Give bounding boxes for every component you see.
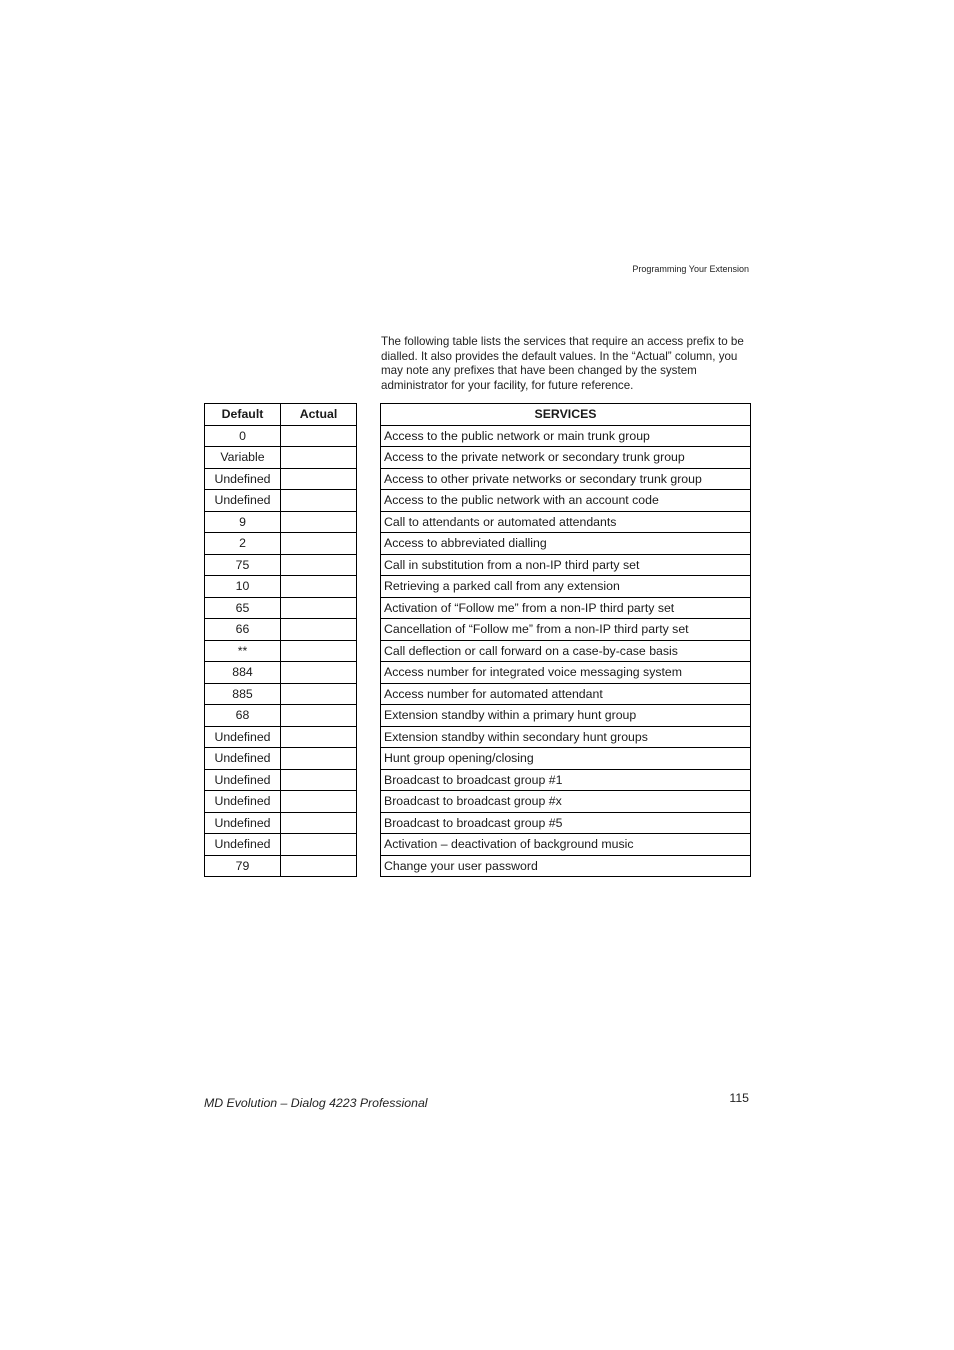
table-row <box>205 597 357 619</box>
table-row <box>381 662 751 684</box>
actual-value-cell <box>281 490 357 512</box>
services-table-header-row <box>381 404 751 426</box>
default-value-cell: 884 <box>205 662 281 684</box>
actual-value-cell <box>281 554 357 576</box>
default-value-cell: 66 <box>205 619 281 641</box>
table-row <box>381 554 751 576</box>
table-row <box>205 425 357 447</box>
services-table <box>380 403 751 877</box>
default-column-header: Default <box>205 404 281 426</box>
table-row <box>205 468 357 490</box>
actual-value-cell <box>281 683 357 705</box>
default-value-cell: Undefined <box>205 812 281 834</box>
actual-value-cell <box>281 511 357 533</box>
table-row <box>205 533 357 555</box>
service-description-cell: Hunt group opening/closing <box>381 748 751 770</box>
table-row <box>205 769 357 791</box>
service-description-cell: Extension standby within secondary hunt groups <box>381 726 751 748</box>
actual-value-cell <box>281 533 357 555</box>
table-row <box>381 812 751 834</box>
table-row <box>205 447 357 469</box>
table-row <box>205 662 357 684</box>
table-row <box>381 447 751 469</box>
actual-value-cell <box>281 640 357 662</box>
table-row <box>381 468 751 490</box>
service-description-cell: Activation of “Follow me” from a non-IP third party set <box>381 597 751 619</box>
service-description-cell: Call in substitution from a non-IP third party set <box>381 554 751 576</box>
table-row <box>205 855 357 877</box>
table-row <box>205 726 357 748</box>
service-description-cell: Access to the private network or secondary trunk group <box>381 447 751 469</box>
table-row <box>381 791 751 813</box>
actual-value-cell <box>281 726 357 748</box>
table-row <box>205 554 357 576</box>
default-value-cell: 2 <box>205 533 281 555</box>
actual-value-cell <box>281 834 357 856</box>
service-description-cell: Retrieving a parked call from any extension <box>381 576 751 598</box>
table-row <box>381 705 751 727</box>
default-value-cell: Undefined <box>205 726 281 748</box>
service-description-cell: Cancellation of “Follow me” from a non-IP third party set <box>381 619 751 641</box>
footer-document-title: MD Evolution – Dialog 4223 Professional <box>204 1096 428 1110</box>
table-row <box>205 511 357 533</box>
prefix-table <box>204 403 357 877</box>
table-row <box>381 855 751 877</box>
table-row <box>381 640 751 662</box>
actual-value-cell <box>281 812 357 834</box>
service-description-cell: Extension standby within a primary hunt group <box>381 705 751 727</box>
service-description-cell: Access number for automated attendant <box>381 683 751 705</box>
intro-paragraph: The following table lists the services that require an access prefix to be dialled. It also provides the default values. In the “Actual” column, you may note any prefixes that have been changed by the system administrator for your facility, for future reference. <box>381 335 744 392</box>
table-row <box>205 576 357 598</box>
actual-column-header: Actual <box>281 404 357 426</box>
default-value-cell: 9 <box>205 511 281 533</box>
table-row <box>381 834 751 856</box>
default-value-cell: 79 <box>205 855 281 877</box>
table-row <box>381 748 751 770</box>
table-row <box>205 791 357 813</box>
default-value-cell: 10 <box>205 576 281 598</box>
actual-value-cell <box>281 468 357 490</box>
service-description-cell: Access to the public network with an account code <box>381 490 751 512</box>
page-number: 115 <box>729 1091 749 1105</box>
table-row <box>381 511 751 533</box>
service-description-cell: Call deflection or call forward on a case-by-case basis <box>381 640 751 662</box>
default-value-cell: 65 <box>205 597 281 619</box>
table-row <box>205 640 357 662</box>
services-table-body <box>381 425 751 877</box>
service-description-cell: Access to other private networks or secondary trunk group <box>381 468 751 490</box>
service-description-cell: Change your user password <box>381 855 751 877</box>
table-row <box>205 748 357 770</box>
default-value-cell: 885 <box>205 683 281 705</box>
actual-value-cell <box>281 662 357 684</box>
actual-value-cell <box>281 597 357 619</box>
prefix-table-body <box>205 425 357 877</box>
table-row <box>205 683 357 705</box>
table-row <box>381 576 751 598</box>
table-row <box>205 705 357 727</box>
service-description-cell: Call to attendants or automated attendants <box>381 511 751 533</box>
actual-value-cell <box>281 791 357 813</box>
table-row <box>205 619 357 641</box>
service-description-cell: Activation – deactivation of background music <box>381 834 751 856</box>
default-value-cell: 0 <box>205 425 281 447</box>
actual-value-cell <box>281 855 357 877</box>
services-column-header: SERVICES <box>381 404 751 426</box>
table-row <box>381 769 751 791</box>
actual-value-cell <box>281 705 357 727</box>
actual-value-cell <box>281 619 357 641</box>
running-head: Programming Your Extension <box>632 264 749 274</box>
table-row <box>381 490 751 512</box>
default-value-cell: Undefined <box>205 490 281 512</box>
default-value-cell: 68 <box>205 705 281 727</box>
service-description-cell: Broadcast to broadcast group #1 <box>381 769 751 791</box>
default-value-cell: Undefined <box>205 748 281 770</box>
actual-value-cell <box>281 447 357 469</box>
table-row <box>381 425 751 447</box>
actual-value-cell <box>281 748 357 770</box>
default-value-cell: Undefined <box>205 769 281 791</box>
table-row <box>205 834 357 856</box>
default-value-cell: Undefined <box>205 834 281 856</box>
service-description-cell: Broadcast to broadcast group #5 <box>381 812 751 834</box>
default-value-cell: Variable <box>205 447 281 469</box>
table-row <box>205 490 357 512</box>
table-row <box>381 597 751 619</box>
default-value-cell: Undefined <box>205 791 281 813</box>
table-row <box>381 683 751 705</box>
actual-value-cell <box>281 769 357 791</box>
table-row <box>205 812 357 834</box>
prefix-table-header-row <box>205 404 357 426</box>
table-row <box>381 619 751 641</box>
default-value-cell: ** <box>205 640 281 662</box>
default-value-cell: 75 <box>205 554 281 576</box>
actual-value-cell <box>281 576 357 598</box>
table-row <box>381 726 751 748</box>
service-description-cell: Access to abbreviated dialling <box>381 533 751 555</box>
service-description-cell: Access number for integrated voice messaging system <box>381 662 751 684</box>
service-description-cell: Access to the public network or main trunk group <box>381 425 751 447</box>
actual-value-cell <box>281 425 357 447</box>
table-row <box>381 533 751 555</box>
service-description-cell: Broadcast to broadcast group #x <box>381 791 751 813</box>
default-value-cell: Undefined <box>205 468 281 490</box>
